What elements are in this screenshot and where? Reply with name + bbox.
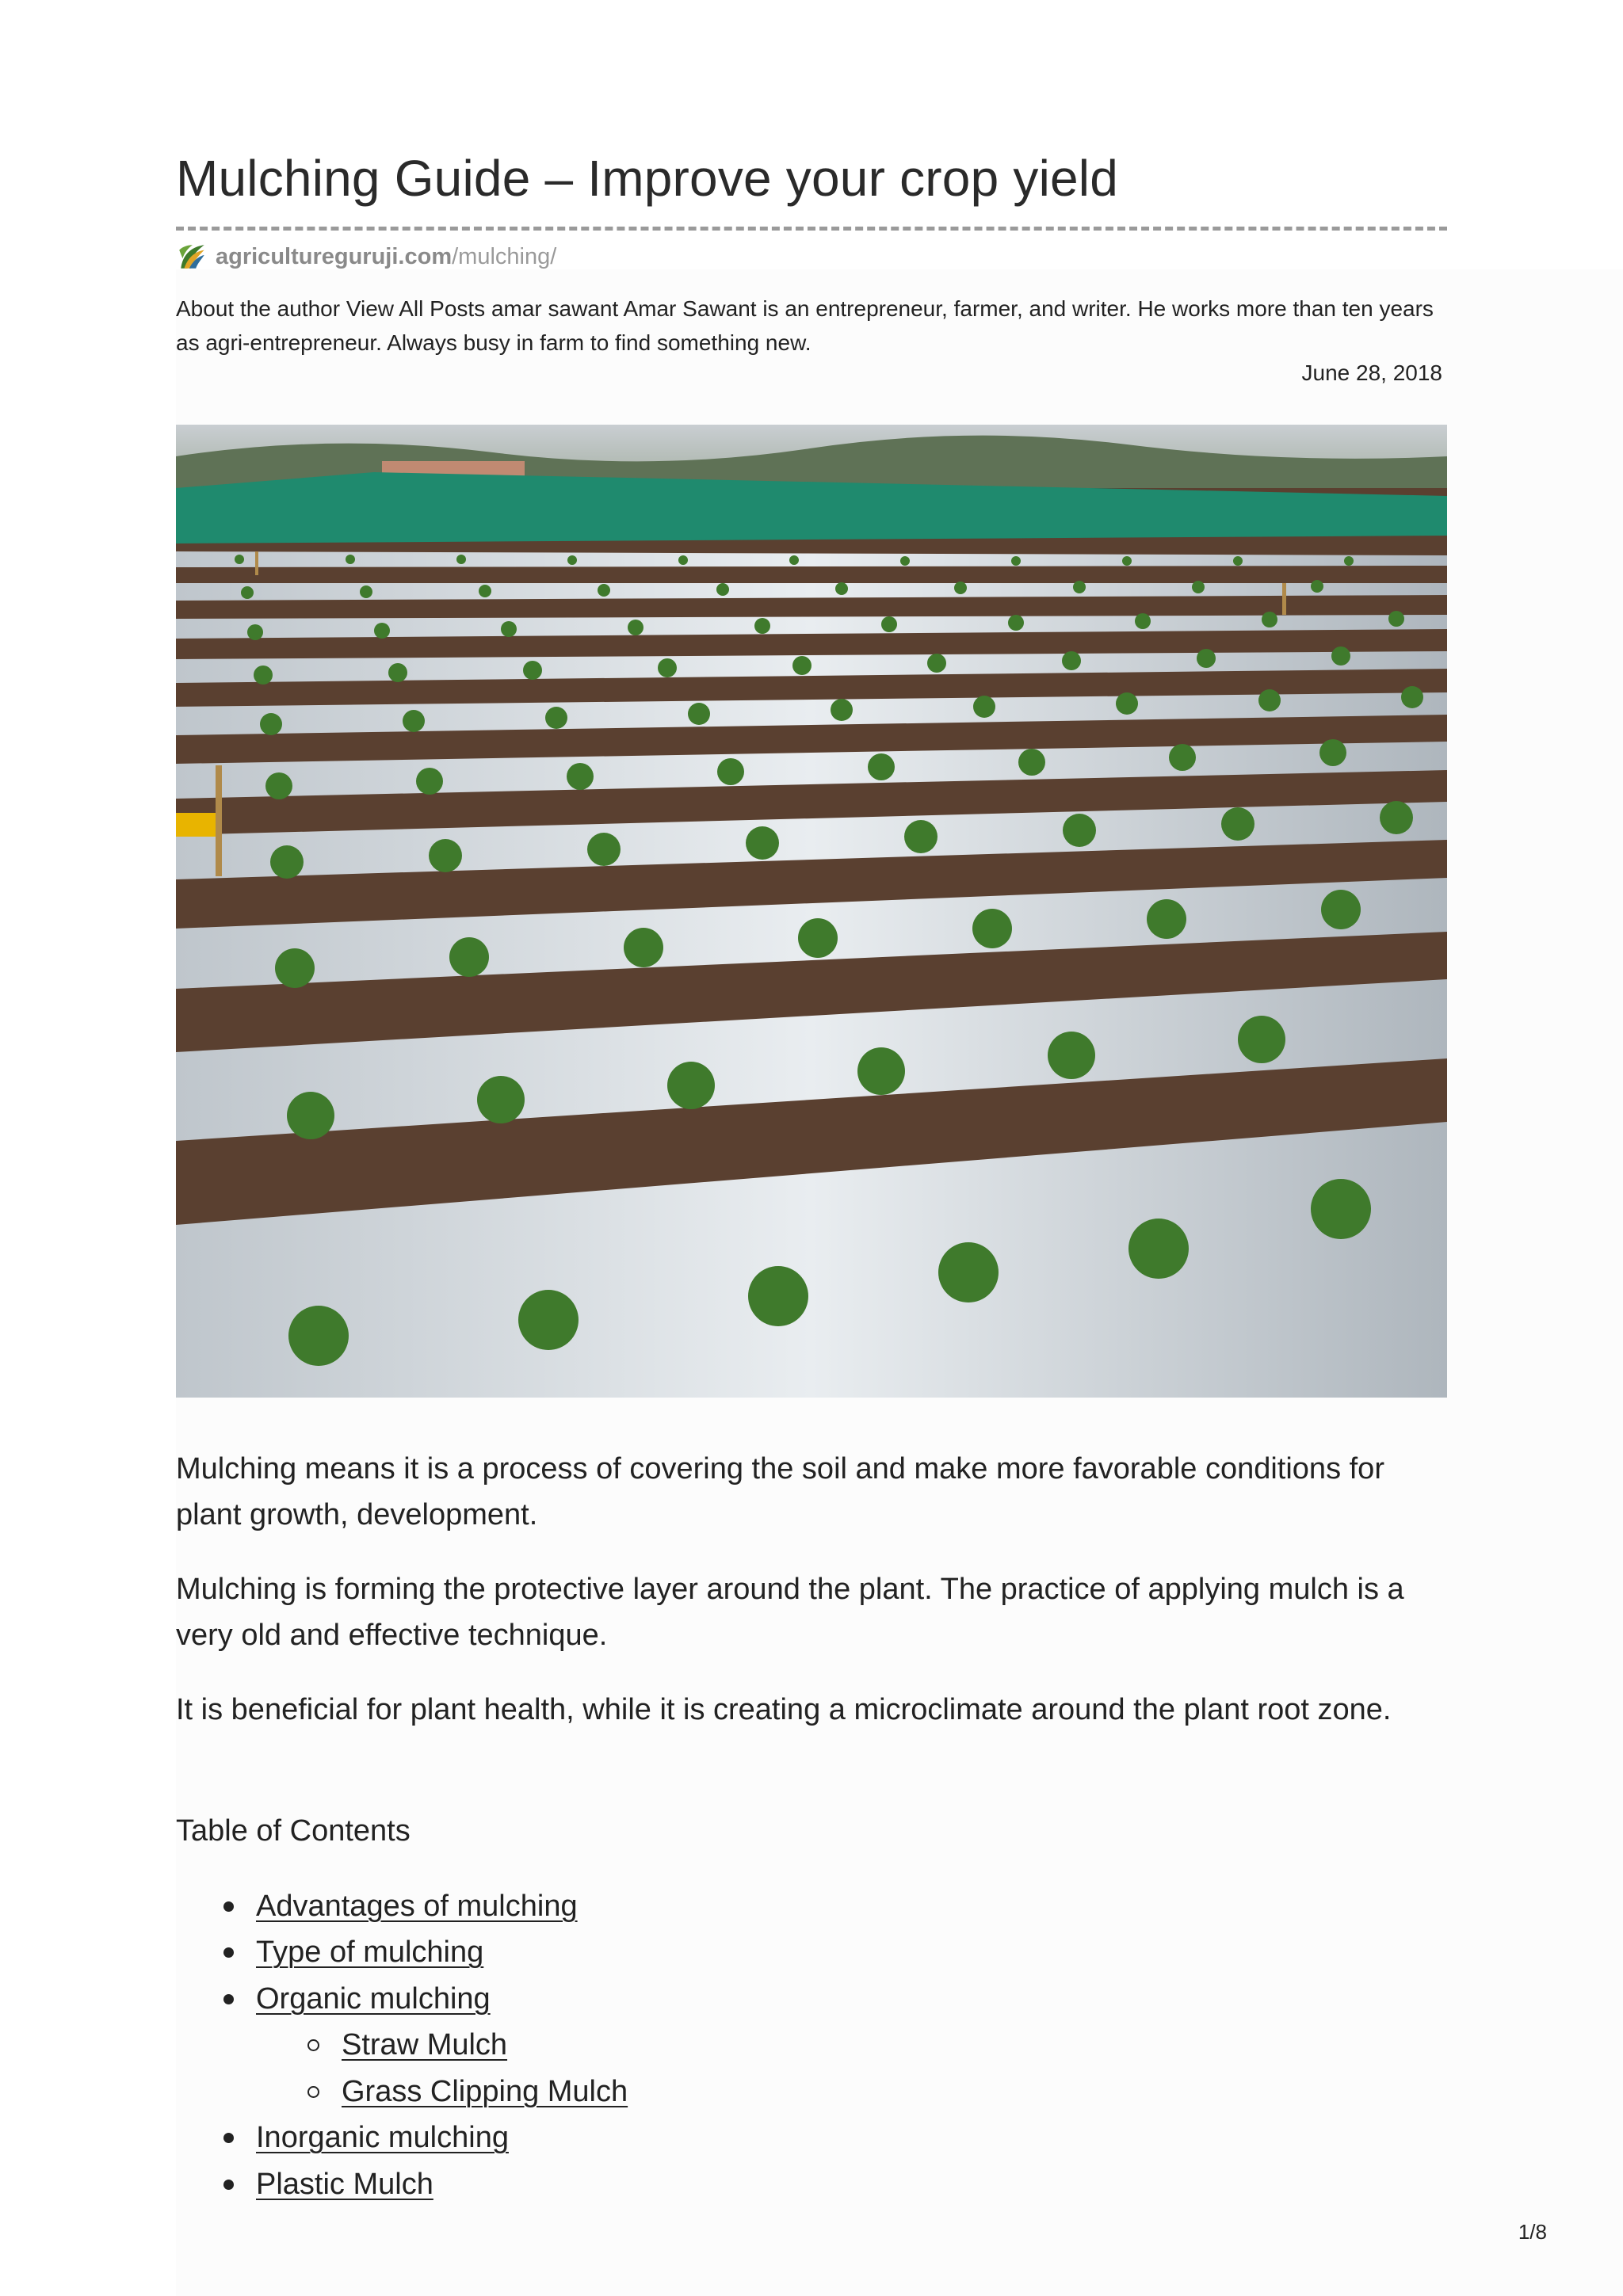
source-path: /mulching/ [452,243,557,269]
paragraph-2: Mulching is forming the protective layer around the plant. The practice of applying mulch is a very old and effective technique. [176,1573,1404,1652]
bullet-icon [223,2180,234,2190]
bullet-icon [223,1994,234,2004]
toc-item [176,2161,628,2208]
hero-image [176,425,1447,1398]
toc-item [176,2115,628,2162]
author-bio: About the author View All Posts amar sawant Amar Sawant is an entrepreneur, farmer, and writer. He works more than ten years as agri-entrepreneur. Always busy in farm to find something new. [176,296,1434,355]
toc-item [176,1883,628,1930]
post-date: June 28, 2018 [1301,360,1442,385]
circle-bullet-icon [307,2039,319,2051]
toc-item [176,2023,628,2069]
toc-link-type-of-mulching[interactable]: Type of mulching [256,1936,484,1970]
toc-link-straw-mulch[interactable]: Straw Mulch [342,2028,508,2062]
title-divider [176,227,1447,231]
toc-item [176,1976,628,2023]
toc-title: Table of Contents [176,1814,411,1848]
page-title: Mulching Guide – Improve your crop yield [176,150,1118,207]
bullet-icon [223,2133,234,2143]
circle-bullet-icon [307,2086,319,2098]
toc-item [176,2069,628,2115]
source-domain-link[interactable]: agricultureguruji.com [216,243,453,269]
toc-link-inorganic-mulching[interactable]: Inorganic mulching [256,2121,509,2155]
bullet-icon [223,1947,234,1958]
toc-link-organic-mulching[interactable]: Organic mulching [256,1981,491,2016]
paragraph-3: It is beneficial for plant health, while it is creating a microclimate around the plant root zone. [176,1693,1392,1726]
page-number: 1/8 [1518,2220,1547,2244]
toc-link-plastic-mulch[interactable]: Plastic Mulch [256,2167,433,2201]
toc-link-advantages-of-mulching[interactable]: Advantages of mulching [256,1889,578,1923]
toc-item [176,1930,628,1977]
site-logo-icon [176,240,209,273]
table-of-contents [176,1883,628,2208]
hero-image-illustration [176,425,1447,1398]
source-line [176,238,556,276]
bullet-icon [223,1901,234,1912]
paragraph-1: Mulching means it is a process of covering the soil and make more favorable conditions for plant growth, development. [176,1452,1384,1531]
toc-link-grass-clipping-mulch[interactable]: Grass Clipping Mulch [342,2074,628,2108]
